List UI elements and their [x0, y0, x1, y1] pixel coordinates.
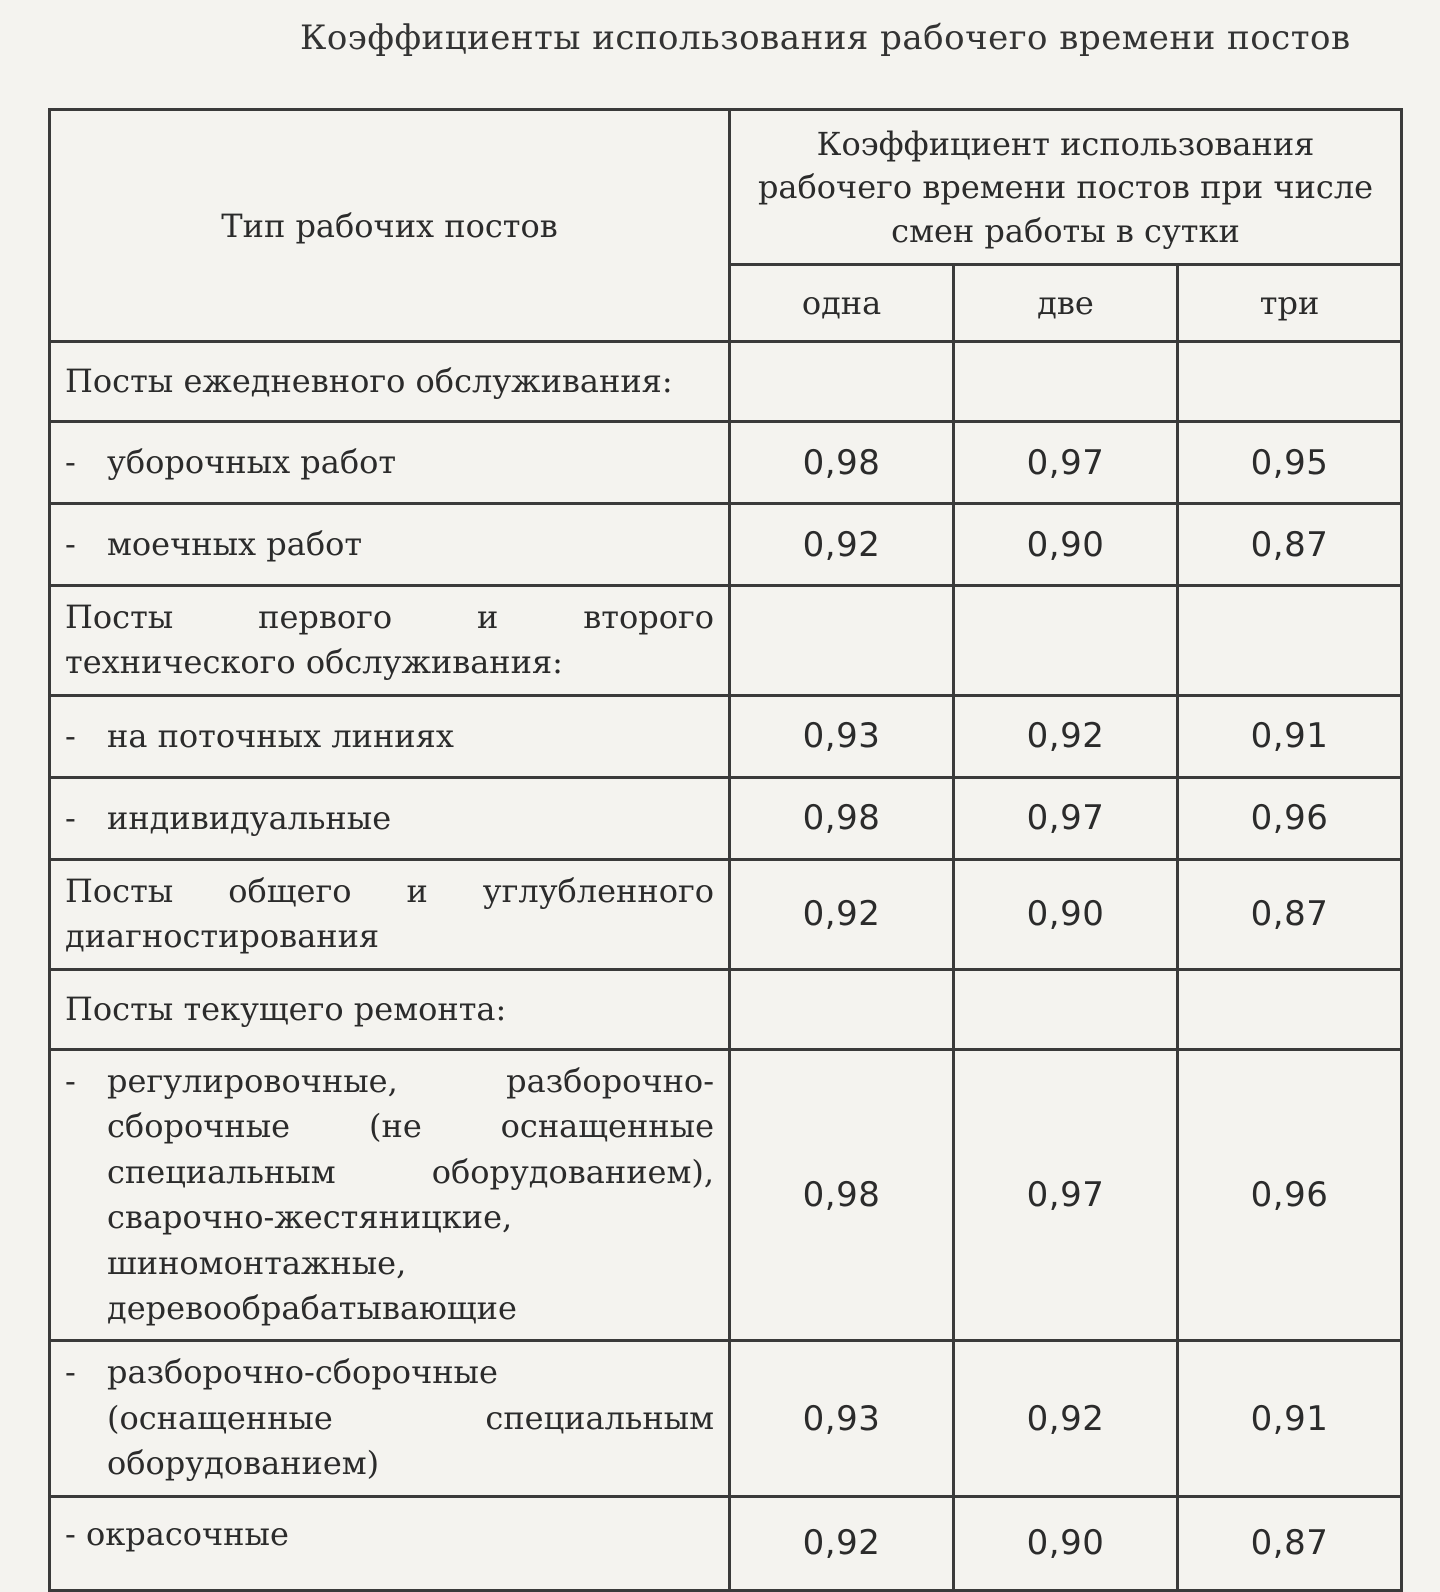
value-cell — [954, 586, 1178, 696]
row-label: - окрасочные — [50, 1496, 730, 1590]
table-row — [50, 859, 1402, 969]
value-cell — [730, 969, 954, 1049]
value-cell: 0,92 — [954, 695, 1178, 777]
value-cell: 0,98 — [730, 1049, 954, 1341]
header-coefficient: Коэффициент использования рабочего времени постов при числе смен работы в сутки — [730, 110, 1402, 265]
value-cell — [730, 342, 954, 422]
table-row — [50, 969, 1402, 1049]
row-label: уборочных работ — [107, 442, 397, 481]
table-row — [50, 777, 1402, 859]
header-shift-one: одна — [730, 265, 954, 342]
row-label: моечных работ — [107, 524, 363, 563]
row-label: на поточных линиях — [107, 716, 454, 755]
page-title: Коэффициенты использования рабочего времени постов — [300, 18, 1351, 58]
value-cell: 0,95 — [1178, 422, 1402, 504]
value-cell — [954, 969, 1178, 1049]
value-cell: 0,87 — [1178, 1496, 1402, 1590]
value-cell: 0,92 — [730, 504, 954, 586]
table-row — [50, 695, 1402, 777]
header-shift-three: три — [1178, 265, 1402, 342]
value-cell — [730, 586, 954, 696]
value-cell: 0,87 — [1178, 859, 1402, 969]
table-row — [50, 504, 1402, 586]
header-shift-two: две — [954, 265, 1178, 342]
row-dash: - — [65, 1061, 76, 1100]
value-cell — [1178, 969, 1402, 1049]
value-cell: 0,96 — [1178, 777, 1402, 859]
row-dash: - — [65, 524, 76, 563]
value-cell: 0,98 — [730, 777, 954, 859]
value-cell — [1178, 586, 1402, 696]
value-cell — [954, 342, 1178, 422]
row-dash: - — [65, 442, 76, 481]
row-label-cell — [50, 1341, 730, 1496]
coefficients-table — [48, 108, 1403, 1592]
row-dash: - — [65, 1353, 76, 1392]
row-label: Посты ежедневного обслуживания: — [50, 342, 730, 422]
value-cell: 0,91 — [1178, 695, 1402, 777]
row-label-cell — [50, 422, 730, 504]
row-label: Посты общего и углубленного диагностирования — [50, 859, 730, 969]
row-label-cell — [50, 695, 730, 777]
value-cell — [1178, 342, 1402, 422]
value-cell: 0,93 — [730, 1341, 954, 1496]
value-cell: 0,92 — [730, 1496, 954, 1590]
value-cell: 0,97 — [954, 1049, 1178, 1341]
header-row — [50, 110, 1402, 265]
row-label: Посты текущего ремонта: — [50, 969, 730, 1049]
table-row — [50, 342, 1402, 422]
table-row — [50, 1341, 1402, 1496]
row-label-cell — [50, 777, 730, 859]
value-cell: 0,92 — [954, 1341, 1178, 1496]
header-post-type: Тип рабочих постов — [50, 110, 730, 342]
row-label: Посты первого и второго технического обслуживания: — [50, 586, 730, 696]
table-row — [50, 586, 1402, 696]
value-cell: 0,90 — [954, 504, 1178, 586]
value-cell: 0,90 — [954, 859, 1178, 969]
row-label: регулировочные, разборочно-сборочные (не оснащенные специальным оборудованием), сварочно-жестяницкие, шиномонтажные, деревообрабатывающие — [107, 1061, 714, 1327]
row-label-cell — [50, 1049, 730, 1341]
value-cell: 0,93 — [730, 695, 954, 777]
row-dash: - — [65, 798, 76, 837]
value-cell: 0,98 — [730, 422, 954, 504]
value-cell: 0,87 — [1178, 504, 1402, 586]
table-row — [50, 1496, 1402, 1590]
value-cell: 0,96 — [1178, 1049, 1402, 1341]
row-label: индивидуальные — [107, 798, 392, 837]
value-cell: 0,97 — [954, 422, 1178, 504]
row-label: разборочно-сборочные (оснащенные специальным оборудованием) — [107, 1353, 714, 1483]
value-cell: 0,92 — [730, 859, 954, 969]
row-dash: - — [65, 716, 76, 755]
table-row — [50, 1049, 1402, 1341]
table-row — [50, 422, 1402, 504]
value-cell: 0,90 — [954, 1496, 1178, 1590]
value-cell: 0,97 — [954, 777, 1178, 859]
value-cell: 0,91 — [1178, 1341, 1402, 1496]
row-label-cell — [50, 504, 730, 586]
